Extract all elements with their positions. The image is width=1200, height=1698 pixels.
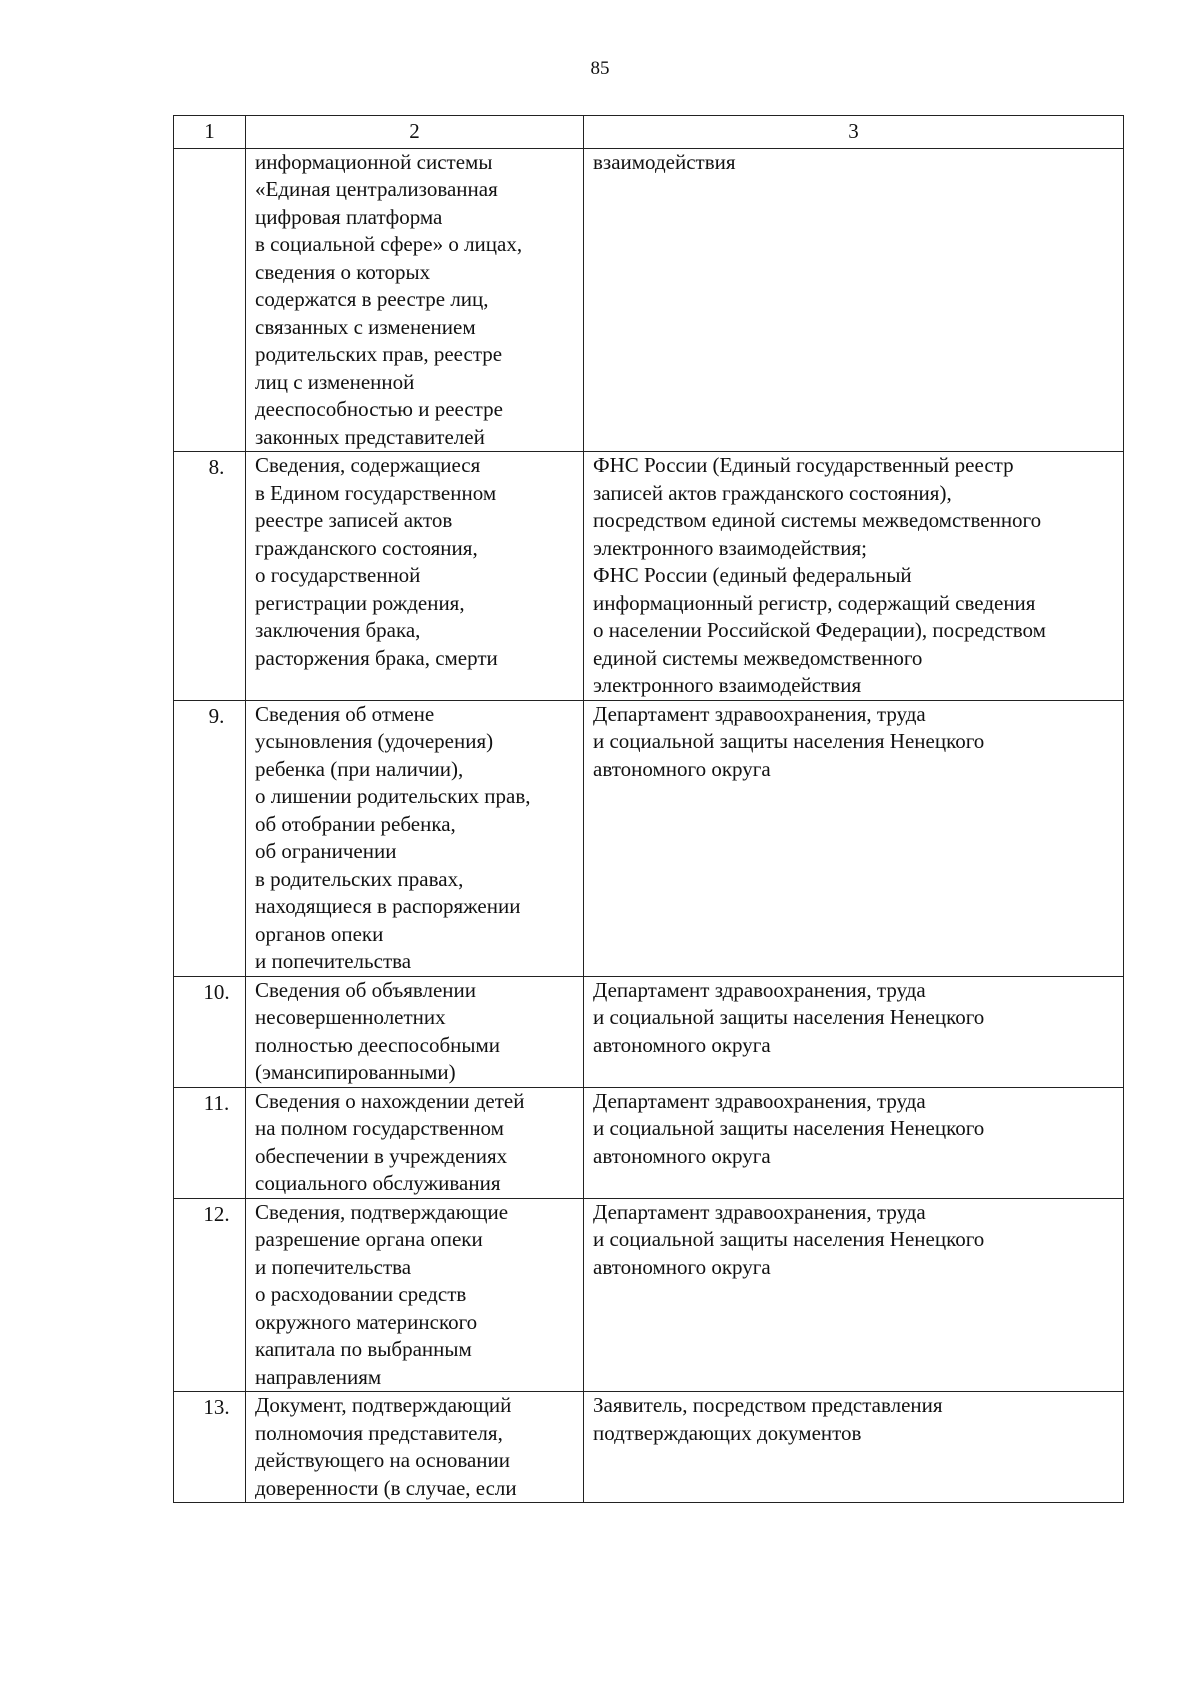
information-line: информационной системы	[255, 149, 493, 174]
information-line: регистрации рождения,	[255, 590, 465, 615]
information-line: связанных с изменением	[255, 314, 476, 339]
table-row	[174, 148, 1124, 452]
source-line: о населении Российской Федерации), посредством	[593, 618, 1046, 642]
information-line: доверенности (в случае, если	[255, 1475, 517, 1500]
source-line: и социальной защиты населения Ненецкого	[593, 1116, 985, 1140]
source-line: и социальной защиты населения Ненецкого	[593, 1227, 985, 1251]
information-line: находящиеся в распоряжении	[255, 894, 521, 918]
information-cell	[246, 1392, 584, 1503]
row-number: 11.	[174, 1087, 246, 1198]
row-number	[174, 148, 246, 452]
information-line: Документ, подтверждающий	[255, 1393, 512, 1417]
source-line: информационный регистр, содержащий сведения	[593, 590, 1036, 615]
information-line: Сведения, подтверждающие	[255, 1199, 509, 1224]
source-line: электронного взаимодействия;	[593, 535, 867, 560]
information-line: «Единая централизованная	[255, 177, 498, 201]
source-cell	[584, 452, 1124, 701]
table-row	[174, 976, 1124, 1087]
information-line: Сведения об отмене	[255, 701, 435, 726]
source-line: ФНС России (единый федеральный	[593, 563, 912, 587]
source-line: записей актов гражданского состояния),	[593, 480, 952, 505]
column-header: 3	[584, 116, 1124, 149]
source-line: Департамент здравоохранения, труда	[593, 1088, 926, 1113]
table-header-row	[174, 116, 1124, 149]
source-line: посредством единой системы межведомственного	[593, 508, 1042, 532]
information-line: несовершеннолетних	[255, 1005, 446, 1029]
information-line: ребенка (при наличии),	[255, 756, 464, 781]
information-line: социального обслуживания	[255, 1171, 501, 1195]
information-line: на полном государственном	[255, 1116, 504, 1140]
information-cell	[246, 976, 584, 1087]
table-row	[174, 1198, 1124, 1392]
source-line: Департамент здравоохранения, труда	[593, 977, 926, 1002]
information-line: сведения о которых	[255, 259, 431, 284]
row-number: 9.	[174, 700, 246, 976]
source-cell	[584, 1198, 1124, 1392]
information-line: усыновления (удочерения)	[255, 729, 494, 753]
source-line: автономного округа	[593, 756, 771, 781]
information-line: действующего на основании	[255, 1448, 511, 1472]
source-line: взаимодействия	[593, 149, 736, 174]
source-line: электронного взаимодействия	[593, 673, 862, 697]
information-line: содержатся в реестре лиц,	[255, 287, 489, 311]
source-line: автономного округа	[593, 1143, 771, 1168]
table-row	[174, 1392, 1124, 1503]
information-line: расторжения брака, смерти	[255, 645, 498, 670]
source-line: ФНС России (Единый государственный реестр	[593, 453, 1014, 477]
row-number: 10.	[174, 976, 246, 1087]
information-line: полностью дееспособными	[255, 1032, 501, 1057]
source-line: и социальной защиты населения Ненецкого	[593, 1005, 985, 1029]
information-line: Сведения об объявлении	[255, 977, 477, 1002]
information-line: о государственной	[255, 563, 421, 587]
table-body	[174, 148, 1124, 1503]
information-line: родительских прав, реестре	[255, 342, 503, 366]
row-number: 8.	[174, 452, 246, 701]
row-number: 12.	[174, 1198, 246, 1392]
information-line: в родительских правах,	[255, 866, 464, 891]
information-line: Сведения, содержащиеся	[255, 453, 481, 477]
information-cell	[246, 148, 584, 452]
source-line: подтверждающих документов	[593, 1420, 862, 1445]
page-number: 85	[590, 58, 610, 79]
table-row	[174, 1087, 1124, 1198]
information-line: и попечительства	[255, 1254, 412, 1279]
source-line: Заявитель, посредством представления	[593, 1393, 943, 1417]
source-line: Департамент здравоохранения, труда	[593, 701, 926, 726]
information-line: об отобрании ребенка,	[255, 811, 456, 836]
source-line: автономного округа	[593, 1254, 771, 1279]
row-number: 13.	[174, 1392, 246, 1503]
information-line: реестре записей актов	[255, 508, 453, 532]
information-line: и попечительства	[255, 949, 412, 973]
information-line: законных представителей	[255, 424, 485, 449]
information-line: в социальной сфере» о лицах,	[255, 232, 523, 256]
information-line: капитала по выбранным	[255, 1337, 472, 1361]
source-cell	[584, 148, 1124, 452]
information-line: о расходовании средств	[255, 1282, 467, 1306]
source-cell	[584, 700, 1124, 976]
column-header: 2	[246, 116, 584, 149]
information-line: заключения брака,	[255, 618, 421, 642]
information-cell	[246, 700, 584, 976]
information-line: (эмансипированными)	[255, 1060, 456, 1084]
information-line: окружного материнского	[255, 1309, 478, 1334]
information-line: дееспособностью и реестре	[255, 397, 503, 421]
information-line: цифровая платформа	[255, 204, 443, 229]
information-cell	[246, 452, 584, 701]
information-line: направлениям	[255, 1364, 382, 1389]
information-cell	[246, 1087, 584, 1198]
information-line: Сведения о нахождении детей	[255, 1088, 525, 1113]
information-line: разрешение органа опеки	[255, 1227, 483, 1251]
information-line: полномочия представителя,	[255, 1420, 503, 1445]
information-line: в Едином государственном	[255, 480, 497, 505]
source-cell	[584, 1087, 1124, 1198]
source-line: Департамент здравоохранения, труда	[593, 1199, 926, 1224]
information-line: органов опеки	[255, 921, 384, 946]
table-row	[174, 452, 1124, 701]
information-cell	[246, 1198, 584, 1392]
source-cell	[584, 976, 1124, 1087]
source-line: единой системы межведомственного	[593, 645, 923, 670]
information-line: гражданского состояния,	[255, 535, 478, 560]
information-line: о лишении родительских прав,	[255, 784, 531, 808]
source-line: автономного округа	[593, 1032, 771, 1057]
document-table	[173, 115, 1124, 1503]
source-cell	[584, 1392, 1124, 1503]
column-header: 1	[174, 116, 246, 149]
table-row	[174, 700, 1124, 976]
information-line: лиц с измененной	[255, 369, 415, 394]
source-line: и социальной защиты населения Ненецкого	[593, 729, 985, 753]
information-line: об ограничении	[255, 839, 397, 863]
information-line: обеспечении в учреждениях	[255, 1143, 508, 1168]
